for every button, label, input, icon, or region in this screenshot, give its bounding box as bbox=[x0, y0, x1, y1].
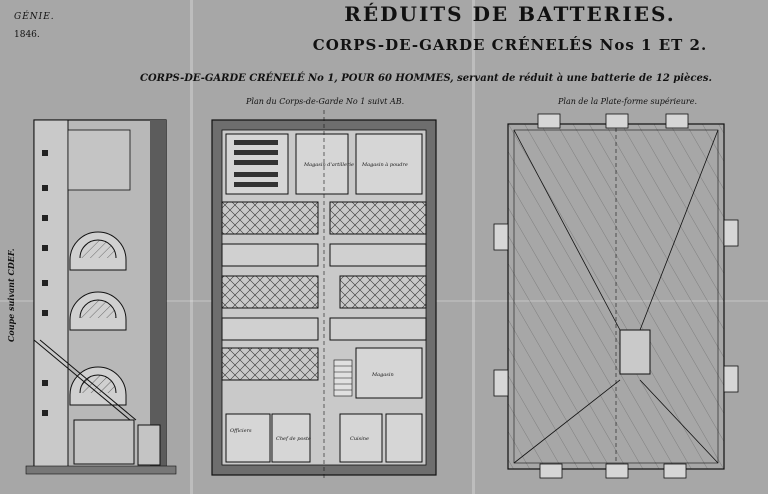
section-drawing bbox=[26, 120, 176, 474]
description-line: CORPS-DE-GARDE CRÉNELÉ No 1, POUR 60 HOMMES, servant de réduit à une batterie de 12 pièces. bbox=[140, 73, 712, 84]
main-title: RÉDUITS DE BATTERIES. bbox=[344, 2, 676, 26]
ground-plan-caption: Plan du Corps-de-Garde No 1 suivt AB. bbox=[246, 97, 405, 106]
room-label-powder: Magasin à poudre bbox=[362, 162, 408, 168]
corner-label: GÉNIE. bbox=[14, 12, 55, 22]
subtitle: CORPS-DE-GARDE CRÉNELÉS Nos 1 ET 2. bbox=[312, 36, 708, 54]
room-label-store: Magasin bbox=[372, 372, 394, 378]
roof-plan-drawing bbox=[494, 114, 738, 478]
room-label-post-chief: Chef de poste bbox=[276, 436, 311, 442]
room-label-artillery: Magasin d'artillerie bbox=[304, 162, 354, 168]
section-caption: Coupe suivant CDEF. bbox=[6, 248, 16, 342]
year-label: 1846. bbox=[14, 30, 40, 40]
room-label-kitchen: Cuisine bbox=[350, 436, 369, 442]
roof-plan-caption: Plan de la Plate-forme supérieure. bbox=[558, 97, 697, 106]
ground-plan-drawing bbox=[212, 110, 436, 480]
room-label-officers: Officiers bbox=[230, 428, 252, 434]
